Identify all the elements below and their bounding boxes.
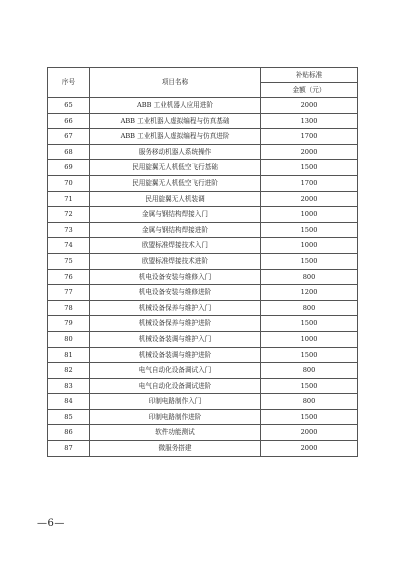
row-project-name-cell: 印制电路制作进阶: [90, 409, 261, 425]
row-index-cell: 70: [48, 175, 90, 191]
table-row: [48, 253, 358, 269]
row-amount-cell: 2000: [261, 144, 358, 160]
row-index-cell: 74: [48, 238, 90, 254]
table-row: [48, 113, 358, 129]
row-index-cell: 76: [48, 269, 90, 285]
row-index-cell: 86: [48, 425, 90, 441]
header-amount: 金额（元）: [261, 83, 358, 98]
table-row: [48, 409, 358, 425]
row-index-cell: 71: [48, 191, 90, 207]
row-amount-cell: 1500: [261, 222, 358, 238]
header-subsidy-standard: 补贴标准: [261, 68, 358, 83]
table-row: [48, 160, 358, 176]
row-amount-cell: 1700: [261, 129, 358, 145]
table-row: [48, 331, 358, 347]
row-index-cell: 66: [48, 113, 90, 129]
row-index-cell: 69: [48, 160, 90, 176]
row-amount-cell: 1500: [261, 316, 358, 332]
table-row: [48, 300, 358, 316]
table-row: [48, 347, 358, 363]
row-project-name-cell: 民用旋翼无人机低空飞行基础: [90, 160, 261, 176]
row-project-name-cell: 机械设备保养与维护进阶: [90, 316, 261, 332]
row-amount-cell: 1500: [261, 253, 358, 269]
row-project-name-cell: 机械设备装调与维护入门: [90, 331, 261, 347]
row-index-cell: 75: [48, 253, 90, 269]
table-row: [48, 175, 358, 191]
row-project-name-cell: ABB 工业机器人虚拟编程与仿真进阶: [90, 129, 261, 145]
table-row: [48, 98, 358, 114]
row-index-cell: 77: [48, 285, 90, 301]
row-project-name-cell: 机电设备安装与维修进阶: [90, 285, 261, 301]
header-index: 序号: [48, 68, 90, 98]
row-project-name-cell: 电气自动化设备调试入门: [90, 363, 261, 379]
table-body: [48, 98, 358, 457]
row-amount-cell: 800: [261, 363, 358, 379]
row-index-cell: 68: [48, 144, 90, 160]
row-amount-cell: 1000: [261, 238, 358, 254]
table-row: [48, 269, 358, 285]
row-index-cell: 78: [48, 300, 90, 316]
row-amount-cell: 1500: [261, 160, 358, 176]
row-index-cell: 81: [48, 347, 90, 363]
table-row: [48, 129, 358, 145]
row-amount-cell: 2000: [261, 425, 358, 441]
row-index-cell: 67: [48, 129, 90, 145]
row-amount-cell: 1500: [261, 347, 358, 363]
row-amount-cell: 800: [261, 300, 358, 316]
row-index-cell: 85: [48, 409, 90, 425]
table-row: [48, 285, 358, 301]
table-row: [48, 441, 358, 457]
row-amount-cell: 1000: [261, 331, 358, 347]
table-row: [48, 207, 358, 223]
row-amount-cell: 1700: [261, 175, 358, 191]
subsidy-table: [47, 67, 358, 457]
table-row: [48, 144, 358, 160]
row-index-cell: 80: [48, 331, 90, 347]
row-index-cell: 82: [48, 363, 90, 379]
row-project-name-cell: ABB 工业机器人应用进阶: [90, 98, 261, 114]
row-project-name-cell: 机械设备装调与维护进阶: [90, 347, 261, 363]
row-project-name-cell: ABB 工业机器人虚拟编程与仿真基础: [90, 113, 261, 129]
row-project-name-cell: 微服务搭建: [90, 441, 261, 457]
row-amount-cell: 2000: [261, 98, 358, 114]
header-project-name: 项目名称: [90, 68, 261, 98]
row-project-name-cell: 服务移动机器人系统操作: [90, 144, 261, 160]
table-header: [48, 68, 358, 98]
page-number: —6—: [37, 518, 65, 529]
row-project-name-cell: 民用旋翼无人机装调: [90, 191, 261, 207]
row-project-name-cell: 机电设备安装与维修入门: [90, 269, 261, 285]
row-index-cell: 87: [48, 441, 90, 457]
row-amount-cell: 1200: [261, 285, 358, 301]
table-row: [48, 394, 358, 410]
row-amount-cell: 2000: [261, 191, 358, 207]
table-row: [48, 425, 358, 441]
row-index-cell: 73: [48, 222, 90, 238]
row-index-cell: 79: [48, 316, 90, 332]
row-project-name-cell: 欧盟标准焊接技术入门: [90, 238, 261, 254]
row-index-cell: 72: [48, 207, 90, 223]
row-project-name-cell: 印制电路制作入门: [90, 394, 261, 410]
row-project-name-cell: 金属与钢结构焊接入门: [90, 207, 261, 223]
row-index-cell: 65: [48, 98, 90, 114]
row-index-cell: 83: [48, 378, 90, 394]
row-project-name-cell: 电气自动化设备调试进阶: [90, 378, 261, 394]
row-amount-cell: 1300: [261, 113, 358, 129]
row-project-name-cell: 欧盟标准焊接技术进阶: [90, 253, 261, 269]
table-row: [48, 363, 358, 379]
table-row: [48, 316, 358, 332]
row-amount-cell: 800: [261, 394, 358, 410]
table-row: [48, 238, 358, 254]
row-amount-cell: 1500: [261, 409, 358, 425]
row-project-name-cell: 金属与钢结构焊接进阶: [90, 222, 261, 238]
row-amount-cell: 1000: [261, 207, 358, 223]
row-amount-cell: 2000: [261, 441, 358, 457]
row-amount-cell: 1500: [261, 378, 358, 394]
table-row: [48, 378, 358, 394]
row-index-cell: 84: [48, 394, 90, 410]
row-project-name-cell: 软件功能测试: [90, 425, 261, 441]
row-amount-cell: 800: [261, 269, 358, 285]
table-row: [48, 222, 358, 238]
row-project-name-cell: 民用旋翼无人机低空飞行进阶: [90, 175, 261, 191]
row-project-name-cell: 机械设备保养与维护入门: [90, 300, 261, 316]
table-row: [48, 191, 358, 207]
